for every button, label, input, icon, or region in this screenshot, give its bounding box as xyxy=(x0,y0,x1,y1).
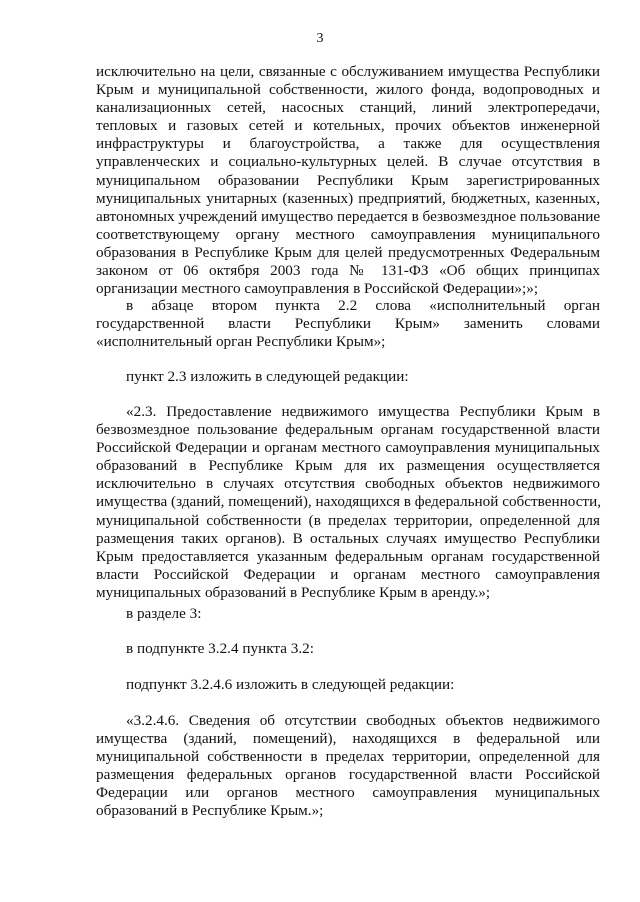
text-line: в абзаце втором пункта 2.2 слова «исполнительный орган xyxy=(126,297,600,314)
paragraph-section-3: в разделе 3: xyxy=(126,605,202,622)
text-line: Крым и муниципальной собственности, жилого фонда, водопроводных и xyxy=(96,81,600,99)
text-line: соответствующему органу местного самоуправления муниципального xyxy=(96,225,600,243)
paragraph-subpoint-3-2-4: в подпункте 3.2.4 пункта 3.2: xyxy=(126,640,314,657)
text-line: муниципальных унитарных (казенных) предприятий, бюджетных, казенных, xyxy=(96,189,600,207)
text-line: имущества (зданий, помещений), находящихся в федеральной собственности, xyxy=(96,493,601,511)
text-line: инфраструктуры и благоустройства, а также для осуществления xyxy=(96,135,600,153)
text-line: «3.2.4.6. Сведения об отсутствии свободных объектов недвижимого xyxy=(126,712,600,729)
text-line: власти Российской Федерации и органам местного самоуправления xyxy=(96,565,600,583)
paragraph-3-2-4-6-intro: подпункт 3.2.4.6 изложить в следующей редакции: xyxy=(126,676,455,693)
text-line: государственной власти Республики Крым» заменить словами xyxy=(96,315,600,333)
text-line: муниципальном образовании Республики Крым зарегистрированных xyxy=(96,171,600,189)
text-line: «исполнительный орган Республики Крым»; xyxy=(96,333,386,351)
text-line: тепловых и газовых сетей и котельных, прочих объектов инженерной xyxy=(96,117,600,135)
text-line: муниципальной собственности (в пределах территории, определенной для xyxy=(96,511,600,529)
text-line: Российской Федерации и органам местного самоуправления муниципальных xyxy=(96,439,600,457)
paragraph-continuation xyxy=(96,63,600,298)
text-line: образования в Республике Крым для целей предусмотренных Федеральным xyxy=(96,243,600,261)
text-line: образований в Республике Крым.»; xyxy=(96,802,324,820)
text-line: организации местного самоуправления в Российской Федерации»;»; xyxy=(96,280,539,298)
text-line: муниципальных образований в Республике Крым в аренду.»; xyxy=(96,583,491,601)
text-line: размещения федеральных органов государственной власти Российской xyxy=(96,766,600,784)
text-line: законом от 06 октября 2003 года № 131-ФЗ «Об общих принципах xyxy=(96,262,600,280)
text-line: Крым предоставляется указанным федеральным органам государственной xyxy=(96,547,600,565)
paragraph-2-3-text xyxy=(96,403,600,602)
paragraph-2-3-intro: пункт 2.3 изложить в следующей редакции: xyxy=(126,368,409,385)
text-line: муниципальной собственности в пределах территории, определенной для xyxy=(96,748,600,766)
text-line: образований в Республике Крым для их размещения осуществляется xyxy=(96,457,600,475)
text-line: исключительно на цели, связанные с обслуживанием имущества Республики xyxy=(96,63,600,80)
text-line: безвозмездное пользование федеральным органам государственной власти xyxy=(96,421,600,439)
paragraph-amendment-2-2 xyxy=(96,297,600,351)
text-line: канализационных сетей, насосных станций, линий электропередачи, xyxy=(96,99,600,117)
text-line: «2.3. Предоставление недвижимого имущества Республики Крым в xyxy=(126,403,600,420)
text-line: исключительно в случаях отсутствия свободных объектов недвижимого xyxy=(96,475,600,493)
text-line: размещения таких органов). В остальных случаях имущество Республики xyxy=(96,529,600,547)
text-line: Федерации или органов местного самоуправления муниципальных xyxy=(96,784,600,802)
text-line: автономных учреждений имущество передается в безвозмездное пользование xyxy=(96,207,601,225)
text-line: имущества (зданий, помещений), находящихся в федеральной или xyxy=(96,730,600,748)
page-number: 3 xyxy=(316,31,324,46)
text-line: управленческих и социально-культурных целей. В случае отсутствия в xyxy=(96,153,600,171)
paragraph-3-2-4-6-text xyxy=(96,712,600,821)
